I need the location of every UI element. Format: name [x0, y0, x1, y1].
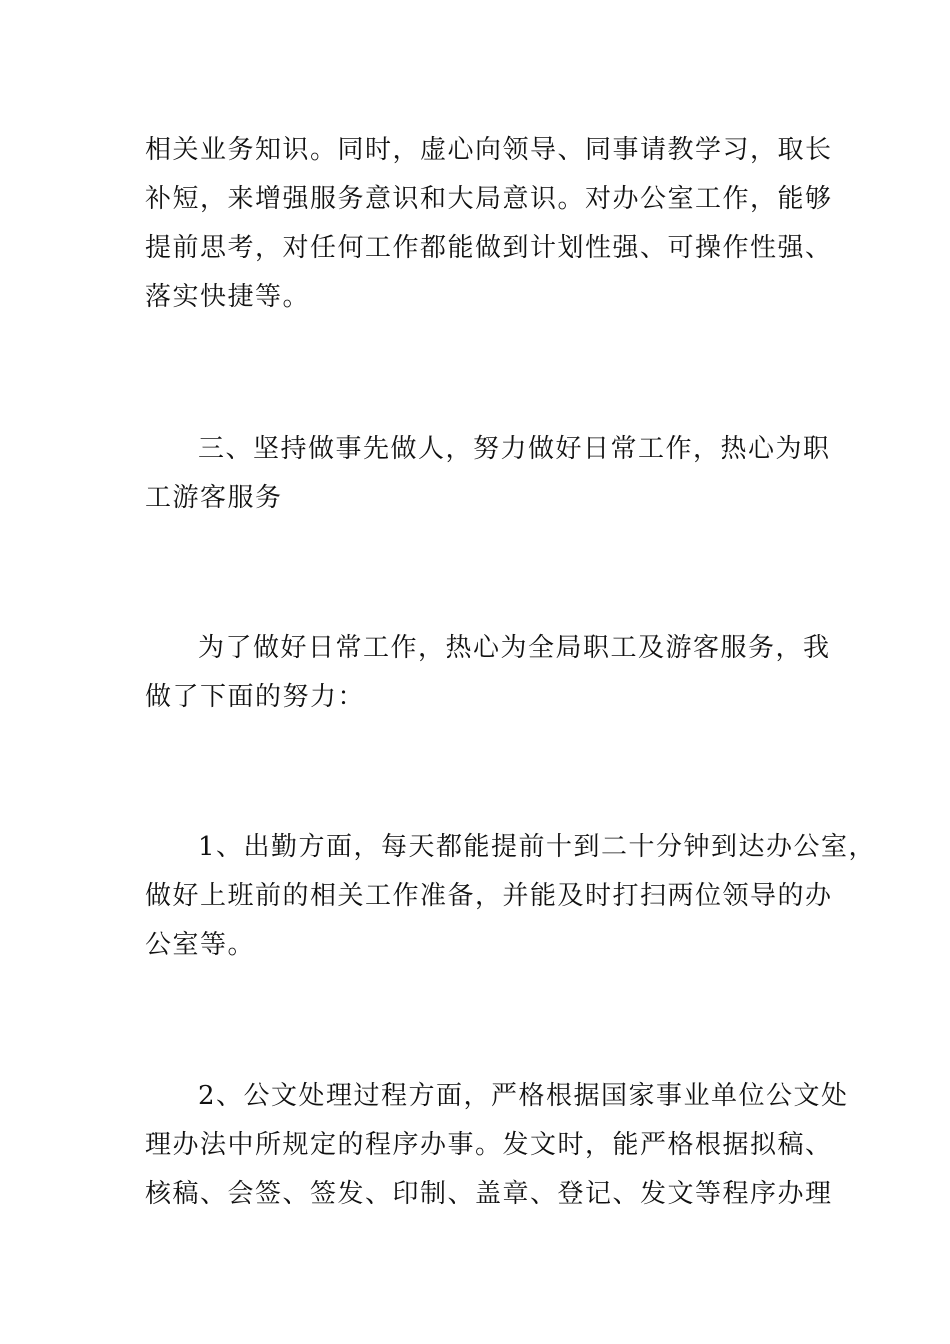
text-line: 公室等。 — [145, 930, 256, 960]
paragraph-item-document-processing — [145, 1072, 849, 1219]
text-line: 理办法中所规定的程序办事。发文时，能严格根据拟稿、 — [145, 1130, 833, 1160]
section-heading-three — [145, 425, 831, 523]
text-line: 补短，来增强服务意识和大局意识。对办公室工作，能够 — [145, 184, 833, 214]
text-line: 工游客服务 — [145, 483, 283, 513]
text-line: 落实快捷等。 — [145, 282, 311, 312]
text-line: 三、坚持做事先做人，努力做好日常工作，热心为职 — [198, 434, 831, 464]
paragraph-item-attendance — [145, 823, 877, 970]
text-line: 相关业务知识。同时，虚心向领导、同事请教学习，取长 — [145, 135, 833, 165]
paragraph-business-knowledge — [145, 126, 833, 322]
text-line: 提前思考，对任何工作都能做到计划性强、可操作性强、 — [145, 233, 833, 263]
paragraph-daily-work-intro — [145, 624, 831, 722]
text-line: 做了下面的努力： — [145, 682, 366, 712]
text-line: 为了做好日常工作，热心为全局职工及游客服务，我 — [198, 633, 831, 663]
text-line: 2、公文处理过程方面，严格根据国家事业单位公文处 — [198, 1081, 849, 1111]
text-line: 做好上班前的相关工作准备，并能及时打扫两位领导的办 — [145, 881, 833, 911]
text-line: 核稿、会签、签发、印制、盖章、登记、发文等程序办理 — [145, 1179, 833, 1209]
text-line: 1、出勤方面，每天都能提前十到二十分钟到达办公室， — [198, 832, 877, 862]
